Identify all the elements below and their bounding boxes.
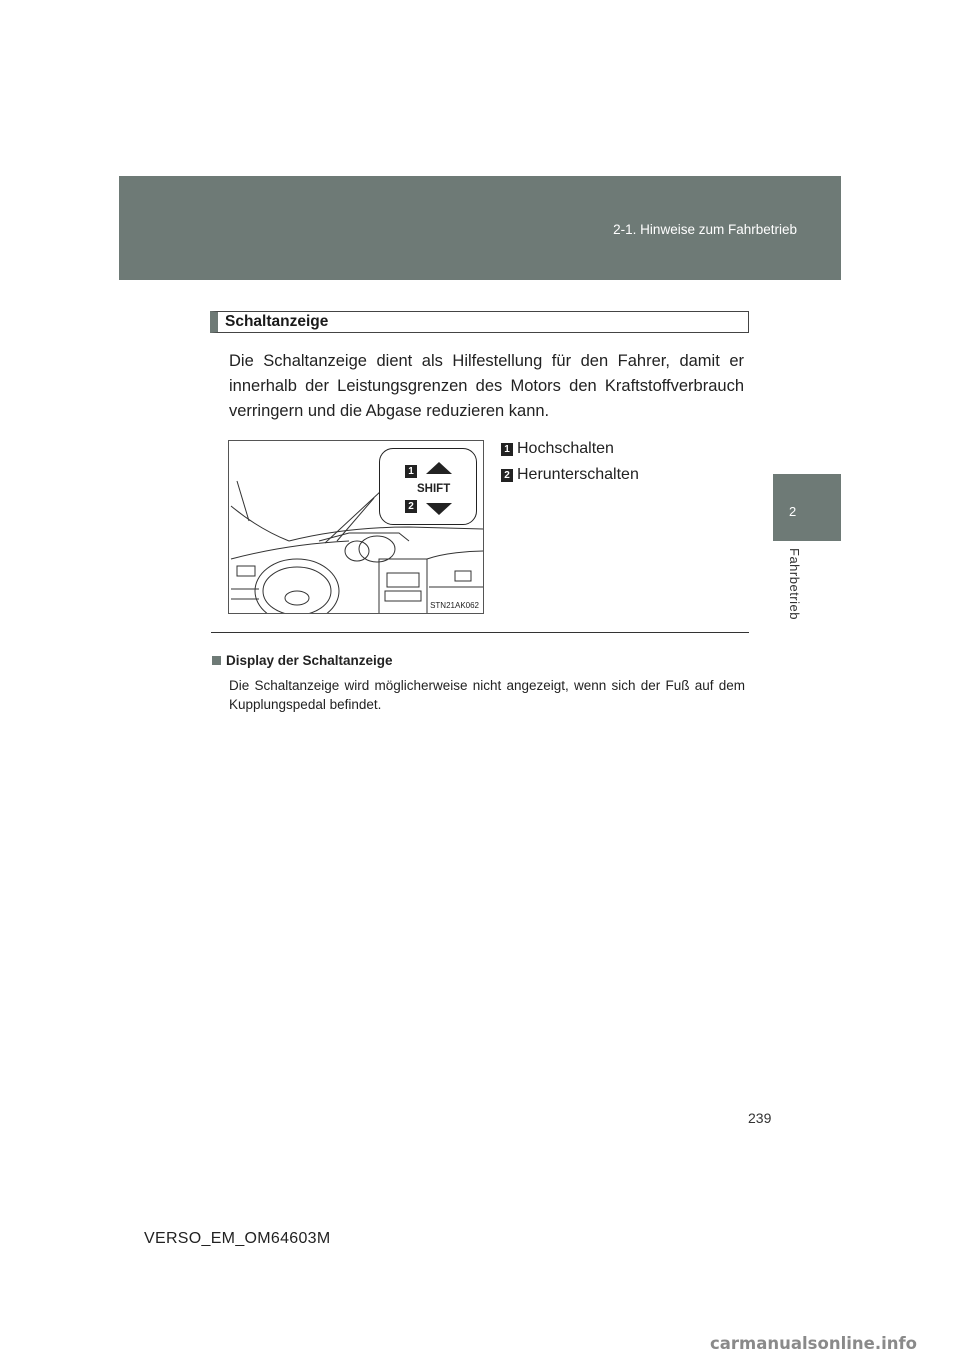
- watermark-text: carmanualsonline.info: [710, 1334, 917, 1353]
- intro-paragraph: Die Schaltanzeige dient als Hilfestellung für den Fahrer, damit er innerhalb der Leistungsgrenzen des Motors den Kraftstoffverbrauch verringern und die Abgase reduzieren kann.: [229, 352, 744, 420]
- figure-code: STN21AK062: [430, 601, 479, 610]
- legend-item: [501, 462, 639, 488]
- section-heading: Schaltanzeige: [210, 311, 749, 333]
- figure-badge-1: 1: [405, 465, 417, 478]
- legend-item: [501, 436, 639, 462]
- section-title: 2-1. Hinweise zum Fahrbetrieb: [613, 222, 797, 237]
- note-title: [212, 653, 393, 668]
- legend-text: Herunterschalten: [517, 466, 639, 483]
- figure-badge-2: 2: [405, 500, 417, 513]
- arrow-down-icon: [426, 503, 452, 515]
- dashboard-illustration: [228, 440, 484, 614]
- watermark[interactable]: [707, 1333, 960, 1358]
- chapter-tab[interactable]: [773, 474, 841, 541]
- arrow-up-icon: [426, 462, 452, 474]
- legend-badge: 1: [501, 443, 513, 456]
- shift-label: SHIFT: [417, 483, 451, 495]
- note-title-text: Display der Schaltanzeige: [226, 653, 393, 668]
- legend-badge: 2: [501, 469, 513, 482]
- page-number: 239: [748, 1110, 772, 1126]
- note-body: Die Schaltanzeige wird möglicherweise nicht angezeigt, wenn sich der Fuß auf dem Kupplungspedal befindet.: [229, 678, 745, 712]
- header-band: [119, 176, 841, 280]
- document-code: VERSO_EM_OM64603M: [144, 1230, 331, 1247]
- square-bullet-icon: [212, 656, 221, 665]
- figure-legend: [501, 436, 639, 488]
- divider: [211, 632, 749, 633]
- chapter-label: Fahrbetrieb: [787, 548, 802, 620]
- shift-indicator: [379, 448, 477, 525]
- legend-text: Hochschalten: [517, 440, 614, 457]
- chapter-number: 2: [789, 504, 797, 519]
